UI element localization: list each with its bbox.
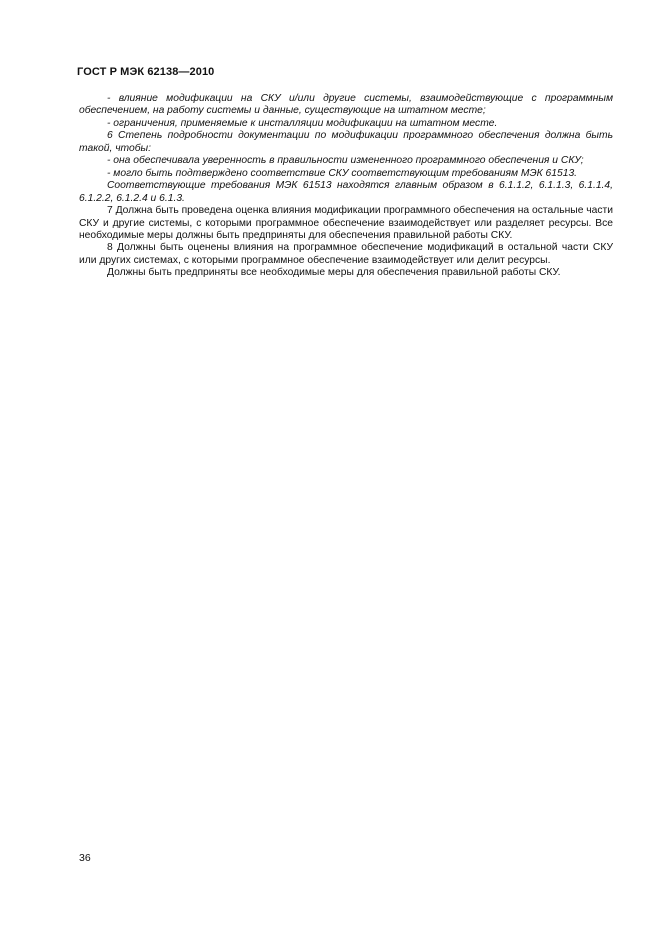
page-number: 36 — [79, 852, 91, 864]
paragraph-2: - ограничения, применяемые к инсталляции модификации на штатном месте. — [107, 117, 498, 129]
paragraph-1: - влияние модификации на СКУ и/или другие системы, взаимодействующие с программным обеспечением, на работу системы и данные, существующие на штатном месте; — [79, 93, 613, 117]
document-body — [79, 93, 613, 280]
paragraph-9: Должны быть предприняты все необходимые меры для обеспечения правильной работы СКУ. — [107, 267, 561, 279]
paragraph-4: - она обеспечивала уверенность в правильности измененного программного обеспечения и СКУ; — [107, 155, 584, 167]
document-header-title: ГОСТ Р МЭК 62138—2010 — [77, 66, 215, 78]
paragraph-3: 6 Степень подробности документации по модификации программного обеспечения должна быть такой, чтобы: — [79, 130, 613, 154]
paragraph-5: - могло быть подтверждено соответствие СКУ соответствующим требованиям МЭК 61513. — [107, 167, 578, 179]
paragraph-6-note: Соответствующие требования МЭК 61513 находятся главным образом в 6.1.1.2, 6.1.1.3, 6.1.1.4, 6.1.2.2, 6.1.2.4 и 6.1.3. — [79, 180, 613, 204]
paragraph-8: 8 Должны быть оценены влияния на программное обеспечение модификаций в остальной части СКУ или других системах, с которыми программное обеспечение взаимодействует или делит ресурсы. — [79, 242, 613, 266]
paragraph-7: 7 Должна быть проведена оценка влияния модификации программного обеспечения на остальные части СКУ и другие системы, с которыми программное обеспечение взаимодействует или разделяет ресурсы. Все необходимые меры должны быть предприняты для обеспечения правильной работы СКУ. — [79, 205, 613, 241]
